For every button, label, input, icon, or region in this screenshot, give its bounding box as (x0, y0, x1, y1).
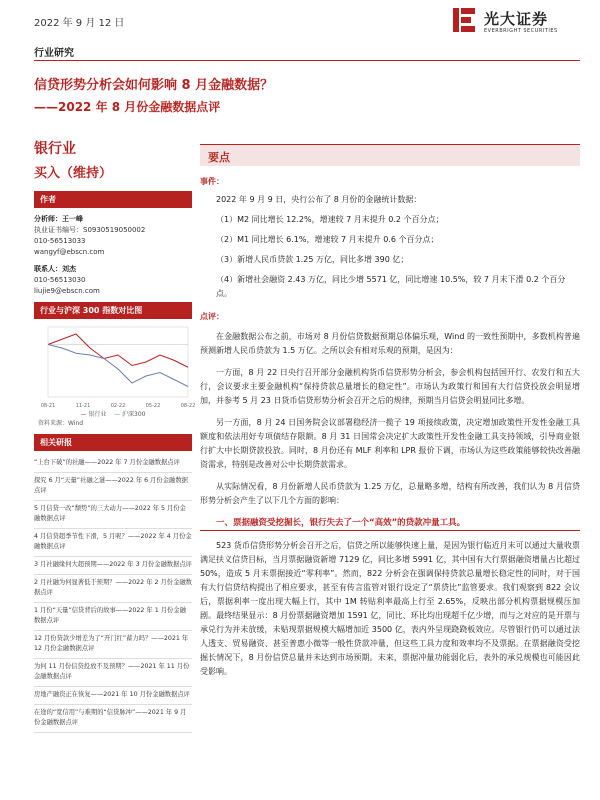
analyst-name: 分析师：王一峰 (34, 215, 83, 223)
legend-series-2-label: 沪深300 (122, 411, 146, 418)
event-label: 事件： (200, 177, 224, 186)
chart-frame (48, 327, 188, 397)
legend-series-1: — (80, 411, 89, 418)
report-title: 信贷形势分析会如何影响 8 月金融数据？ (34, 78, 274, 93)
analyst-email[interactable]: wangyf@ebscn.com (34, 248, 105, 256)
report-date: 2022 年 9 月 12 日 (34, 18, 125, 29)
analyst-phone: 010-56513033 (34, 237, 86, 245)
brand-name: 光大证券 (484, 10, 549, 28)
chart-x-tick: 02-22 (110, 403, 126, 409)
related-report-link[interactable]: 1 月份“天量”信贷背后的故事——2022 年 1 月份金融数据点评 (34, 603, 192, 631)
comment-paragraph-3: 另一方面，8 月 24 日国务院会议部署稳经济一揽子 19 项接续政策，决定增加政策性开发性金融工具额度和依法用好专项债结存限额。8 月 31 日国常会决定扩大政策性开发性金融工具支持领域，引导商业银行扩大中长期贷款投放。同时，8 月份还有 MLF 利率和 LPR 报价下调，市场认为这些政策能够较快改善融资需求，特别是改善对公中长期贷款需求。 (200, 418, 580, 469)
comment-label: 点评： (200, 312, 224, 321)
related-report-link[interactable]: 2 月社融为何显著低于预期？——2022 年 2 月份金融数据点评 (34, 575, 192, 603)
event-item-2: （2）M1 同比增长 6.1%，增速较 7 月末提升 0.6 个百分点； (216, 235, 439, 244)
brand-logo (450, 6, 580, 42)
industry-name: 银行业 (34, 141, 76, 157)
analyst-license: 执业证书编号：S0930519050002 (34, 226, 146, 234)
related-report-link[interactable]: 为何 11 月份信贷投放不及预期？——2021 年 11 月份金融数据点评 (34, 659, 192, 687)
chart-title: 行业与沪深 300 指数对比图 (34, 302, 192, 319)
chart-x-tick: 08-22 (180, 403, 196, 409)
comment-paragraph-1: 在金融数据公布之前，市场对 8 月份信贷数据预期总体偏乐观，Wind 的一致性预期中，多数机构普遍预测新增人民币贷款为 1.5 万亿。之所以会有相对乐观的预期，是因为： (200, 332, 580, 355)
contact-email[interactable]: liujie9@ebscn.com (34, 287, 100, 295)
brand-name-en: EVERBRIGHT SECURITIES (484, 28, 558, 34)
chart-series-line-2 (48, 345, 188, 387)
comment-paragraph-2: 一方面，8 月 22 日央行召开部分金融机构货币信贷形势分析会，参会机构包括国开行、农发行和五大行，会议要求主要金融机构“保持贷款总量增长的稳定性”。市场认为政策行和国有大行信贷投放会明显增加，并参考 5 月 23 日货币信贷形势分析会召开之后的规律，预期当月信贷会明显同比多增。 (200, 368, 580, 405)
related-reports (34, 434, 192, 733)
chart-x-tick: 05-22 (145, 403, 161, 409)
brand-mark-icon (450, 6, 478, 34)
chart-plot (34, 323, 196, 409)
event-item-3: （3）新增人民币贷款 1.25 万亿，同比多增 390 亿； (216, 255, 409, 264)
sidebar (34, 138, 192, 297)
key-points-header (200, 144, 580, 166)
related-report-link[interactable]: 在途的“宽信用”与难期的“信贷脉冲”——2021 年 9 月份金融数据点评 (34, 705, 192, 733)
related-report-link[interactable]: 12 月份贷款少增差为了“开门红”蓄力吗？——2021 年 12 月份金融数据点评 (34, 631, 192, 659)
event-item-1: （1）M2 同比增长 12.2%，增速较 7 月末提升 0.2 个百分点； (216, 215, 444, 224)
related-report-link[interactable]: 3 月社融缘何大超预期——2022 年 3 月份金融数据点评 (34, 557, 192, 575)
chart-x-tick: 11-21 (75, 403, 91, 409)
rating-badge: 买入（维持） (34, 166, 113, 181)
related-report-link[interactable]: 5 月信贷一改“颓势”的三大动力——2022 年 5 月份金融数据点评 (34, 501, 192, 529)
related-report-link[interactable]: 房地产融资正在恢复——2021 年 10 月份金融数据点评 (34, 687, 192, 705)
related-report-link[interactable]: 探究 6 月“天量”社融之谜——2022 年 6 月份金融数据点评 (34, 473, 192, 501)
author-section-header: 作者 (34, 191, 192, 208)
contact-name: 联系人：刘杰 (34, 265, 76, 273)
report-category: 行业研究 (34, 48, 74, 59)
header-divider (34, 60, 580, 61)
comment-paragraph-4: 从实际情况看，8 月份新增人民币贷款为 1.25 万亿，总量略多增，结构有所改善，我们认为 8 月信贷形势分析会产生了以下几个方面的影响： (200, 482, 580, 505)
section-1-paragraph: 523 货币信贷形势分析会召开之后，信贷之所以能够快速上量，是因为银行临近月末可以通过大量收票满足扶义信贷目标，当月票据融资新增 7129 亿，同比多增 5991 亿，其中国有大行票据融资增量占比超过 50%，造成 5 月末票据接近“零利率”。然而，822 分析会在强调保持贷款总量增长稳定性的同时，对于国有大行信贷结构提出了相应要求，甚至有传言监管对银行设定了“票贷比”监管要求。我们观察到 822 会议后，票据利率一度出现大幅上行，其中 1M 转贴利率最高上行至 2.65%，反映出部分机构票据规模压加剧。最终结果显示：8 月份票据融资增加 1591 亿，同比、环比均出现超千亿少增，而与之对应的是开票与承兑行为并未放缓，未贴现票据规模大幅增加近 3500 亿，表内外呈现跷跷板效应。尽管银行仍可以通过法人透支、贸易融资、甚至普惠小微等一般性贷款冲量，但这些工具力度和效率均不及票据。在票据融资受挖掘长情况下，8 月份信贷总量并未达到市场预期。未来，票据冲量功能弱化后，表外的承兑规模也可能因此受影响。 (200, 541, 580, 676)
section-1-heading: 一、票据融资受挖掘长，银行失去了一个“高效”的贷款冲量工具。 (200, 516, 580, 531)
chart-legend (34, 409, 192, 418)
index-comparison-chart (34, 302, 196, 427)
chart-source: 资料来源：Wind (38, 420, 84, 427)
legend-series-1-label: 银行业 (88, 411, 107, 418)
chart-x-tick: 08-21 (40, 403, 56, 409)
event-intro: 2022 年 9 月 9 日，央行公布了 8 月份的金融统计数据： (216, 195, 422, 204)
contact-phone: 010-56513030 (34, 276, 86, 284)
main-content (200, 144, 580, 679)
key-points-title: 要点 (208, 151, 230, 164)
related-report-link[interactable]: “上台下破”的社融——2022 年 7 月份金融数据点评 (34, 455, 192, 473)
event-item-4: （4）新增社会融资 2.43 万亿，同比少增 5571 亿，同比增速 10.5%，较 7 月末下滑 0.2 个百分点。 (216, 275, 566, 298)
related-reports-header: 相关研报 (34, 434, 192, 451)
related-report-link[interactable]: 4 月信贷超季节性下滑，5 月呢？——2022 年 4 月份金融数据点评 (34, 529, 192, 557)
report-subtitle: ——2022 年 8 月份金融数据点评 (34, 100, 221, 114)
legend-series-2: — (114, 411, 123, 418)
